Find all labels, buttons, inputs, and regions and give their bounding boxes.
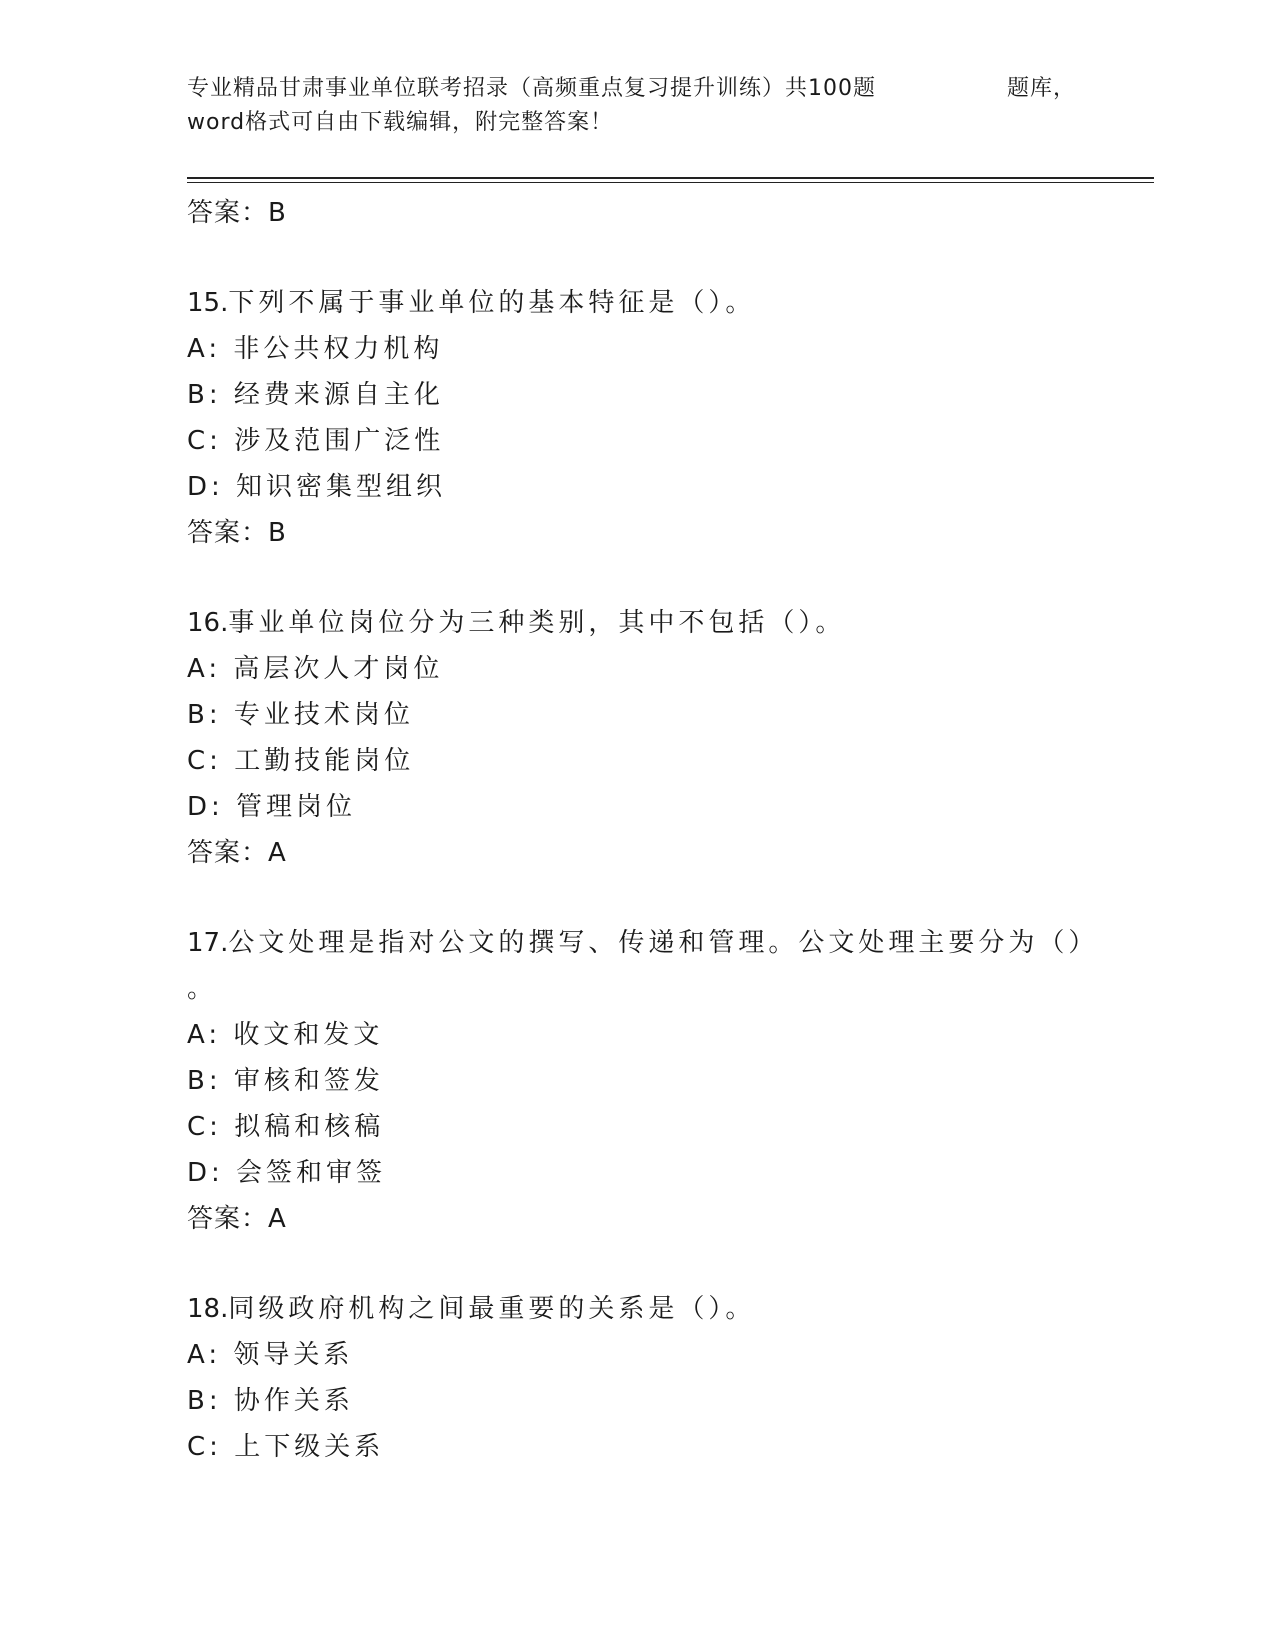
question-text: 事业单位岗位分为三种类别，其中不包括（）。 <box>228 608 846 638</box>
option-letter: C: <box>187 1432 222 1462</box>
option-d <box>187 1150 1087 1196</box>
spacer <box>187 1242 1087 1286</box>
option-text: 涉及范围广泛性 <box>234 426 445 456</box>
header-title-tail: 题库， <box>1007 76 1077 101</box>
option-letter: C: <box>187 1112 222 1142</box>
question-text: 下列不属于事业单位的基本特征是（）。 <box>228 288 756 318</box>
option-text: 审核和签发 <box>233 1066 384 1096</box>
question-number: 17. <box>187 928 229 958</box>
question-number: 16. <box>187 608 229 638</box>
document-header <box>187 72 1107 140</box>
option-b <box>187 1378 1087 1424</box>
option-letter: A: <box>187 334 222 364</box>
spacer <box>187 876 1087 920</box>
option-c <box>187 738 1087 784</box>
option-a <box>187 326 1087 372</box>
option-text: 拟稿和核稿 <box>234 1112 385 1142</box>
option-text: 工勤技能岗位 <box>234 746 415 776</box>
header-divider-thick <box>187 177 1154 179</box>
option-letter: D: <box>187 472 224 502</box>
option-a <box>187 1012 1087 1058</box>
option-b <box>187 372 1087 418</box>
option-text: 领导关系 <box>233 1340 354 1370</box>
option-a <box>187 646 1087 692</box>
answer-line: 答案：A <box>187 1204 287 1234</box>
header-line-2: word格式可自由下载编辑，附完整答案！ <box>187 110 614 135</box>
option-letter: B: <box>187 700 222 730</box>
option-b <box>187 692 1087 738</box>
option-letter: C: <box>187 426 222 456</box>
answer-line: 答案：A <box>187 838 287 868</box>
question-block <box>187 280 1087 556</box>
option-text: 专业技术岗位 <box>233 700 414 730</box>
option-text: 经费来源自主化 <box>233 380 444 410</box>
header-divider-thin <box>187 182 1154 183</box>
answer-line: 答案：B <box>187 518 287 548</box>
question-block <box>187 600 1087 876</box>
question-stem <box>187 600 1087 646</box>
option-text: 收文和发文 <box>233 1020 384 1050</box>
question-stem <box>187 280 1087 326</box>
header-line-1 <box>187 72 1107 106</box>
option-text: 上下级关系 <box>234 1432 385 1462</box>
question-stem-continuation: 。 <box>187 974 218 1004</box>
option-letter: D: <box>187 792 224 822</box>
question-block <box>187 1286 1087 1470</box>
question-text: 同级政府机构之间最重要的关系是（）。 <box>228 1294 756 1324</box>
question-text: 公文处理是指对公文的撰写、传递和管理。公文处理主要分为（） <box>228 928 1099 958</box>
option-letter: A: <box>187 654 222 684</box>
option-letter: D: <box>187 1158 224 1188</box>
spacer <box>187 236 1087 280</box>
option-a <box>187 1332 1087 1378</box>
option-text: 协作关系 <box>233 1386 354 1416</box>
option-c <box>187 1104 1087 1150</box>
option-letter: A: <box>187 1020 222 1050</box>
option-text: 非公共权力机构 <box>233 334 444 364</box>
question-number: 15. <box>187 288 229 318</box>
header-title: 专业精品甘肃事业单位联考招录（高频重点复习提升训练）共100题 <box>187 76 876 101</box>
question-list <box>187 190 1099 1470</box>
option-c <box>187 418 1087 464</box>
option-letter: A: <box>187 1340 222 1370</box>
option-letter: C: <box>187 746 222 776</box>
option-text: 会签和审签 <box>236 1158 387 1188</box>
option-text: 高层次人才岗位 <box>233 654 444 684</box>
question-stem <box>187 1286 1087 1332</box>
question-block <box>187 920 1099 1242</box>
previous-answer: 答案：B <box>187 198 287 228</box>
option-d <box>187 784 1087 830</box>
question-number: 18. <box>187 1294 229 1324</box>
option-text: 知识密集型组织 <box>236 472 447 502</box>
option-c <box>187 1424 1087 1470</box>
question-stem <box>187 920 1099 966</box>
option-letter: B: <box>187 1386 222 1416</box>
spacer <box>187 556 1087 600</box>
option-letter: B: <box>187 1066 222 1096</box>
option-d <box>187 464 1087 510</box>
option-letter: B: <box>187 380 222 410</box>
option-text: 管理岗位 <box>236 792 357 822</box>
option-b <box>187 1058 1087 1104</box>
